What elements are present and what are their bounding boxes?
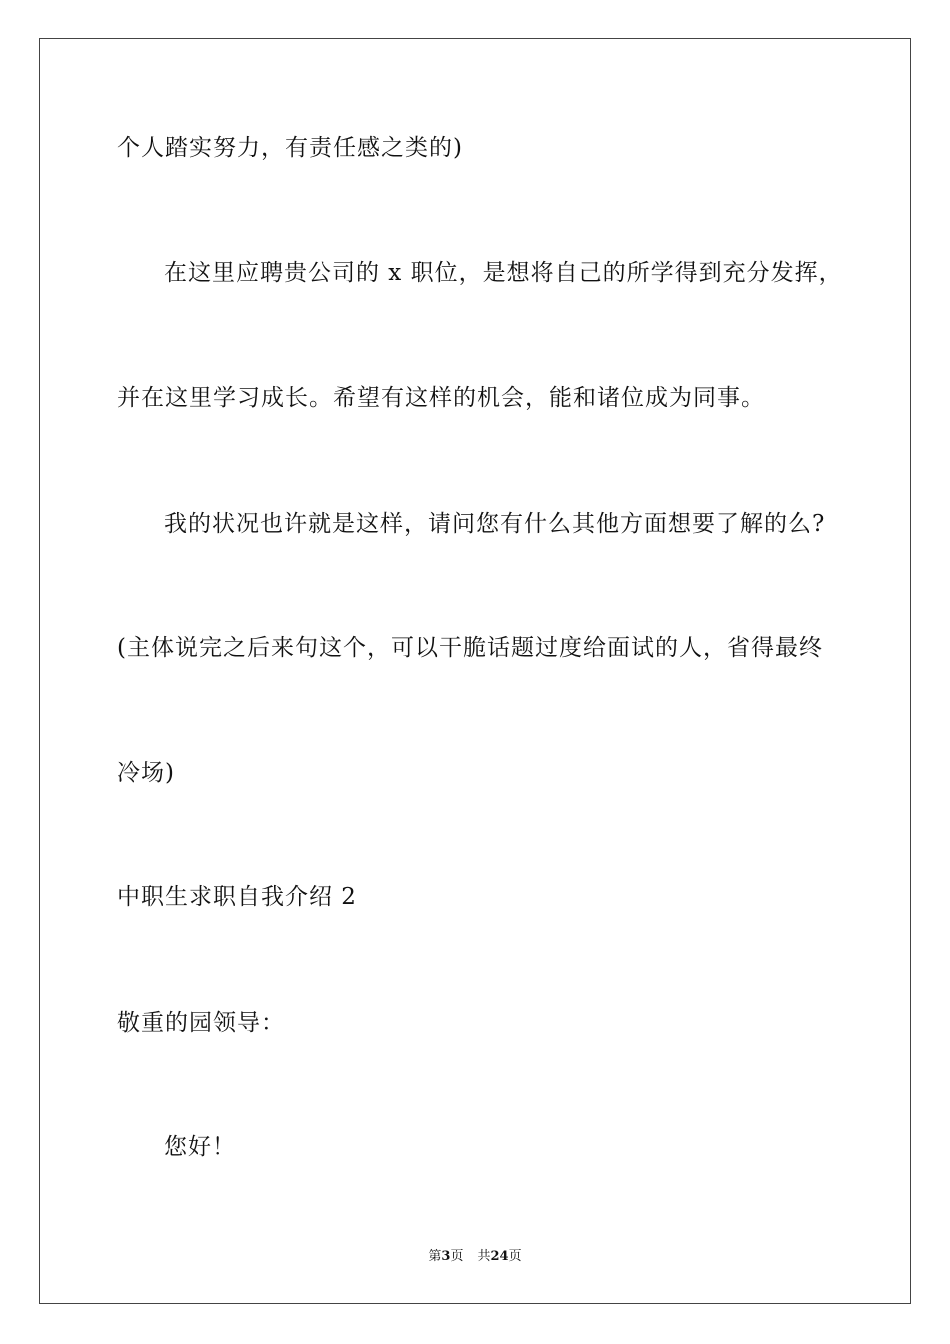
page-footer [0,1248,950,1266]
total-suffix: 页 [508,1249,522,1264]
text-line-1: 个人踏实努力，有责任感之类的) [117,135,463,161]
page-border [39,38,911,1304]
page-prefix: 第 [428,1249,442,1264]
total-prefix: 共 [477,1249,491,1264]
salutation: 敬重的园领导： [117,1010,285,1036]
total-pages: 24 [490,1249,509,1264]
text-line-2: 在这里应聘贵公司的 x 职位，是想将自己的所学得到充分发挥， [164,260,843,286]
text-line-5: (主体说完之后来句这个，可以干脆话题过度给面试的人，省得最终 [117,635,823,661]
page-suffix: 页 [450,1249,464,1264]
text-line-3: 并在这里学习成长。希望有这样的机会，能和诸位成为同事。 [117,385,765,411]
text-line-4: 我的状况也许就是这样，请问您有什么其他方面想要了解的么? [164,511,826,537]
text-line-6: 冷场) [117,760,175,786]
page-number: 3 [441,1249,451,1264]
greeting: 您好！ [164,1134,236,1160]
section-heading: 中职生求职自我介绍 2 [117,884,357,910]
